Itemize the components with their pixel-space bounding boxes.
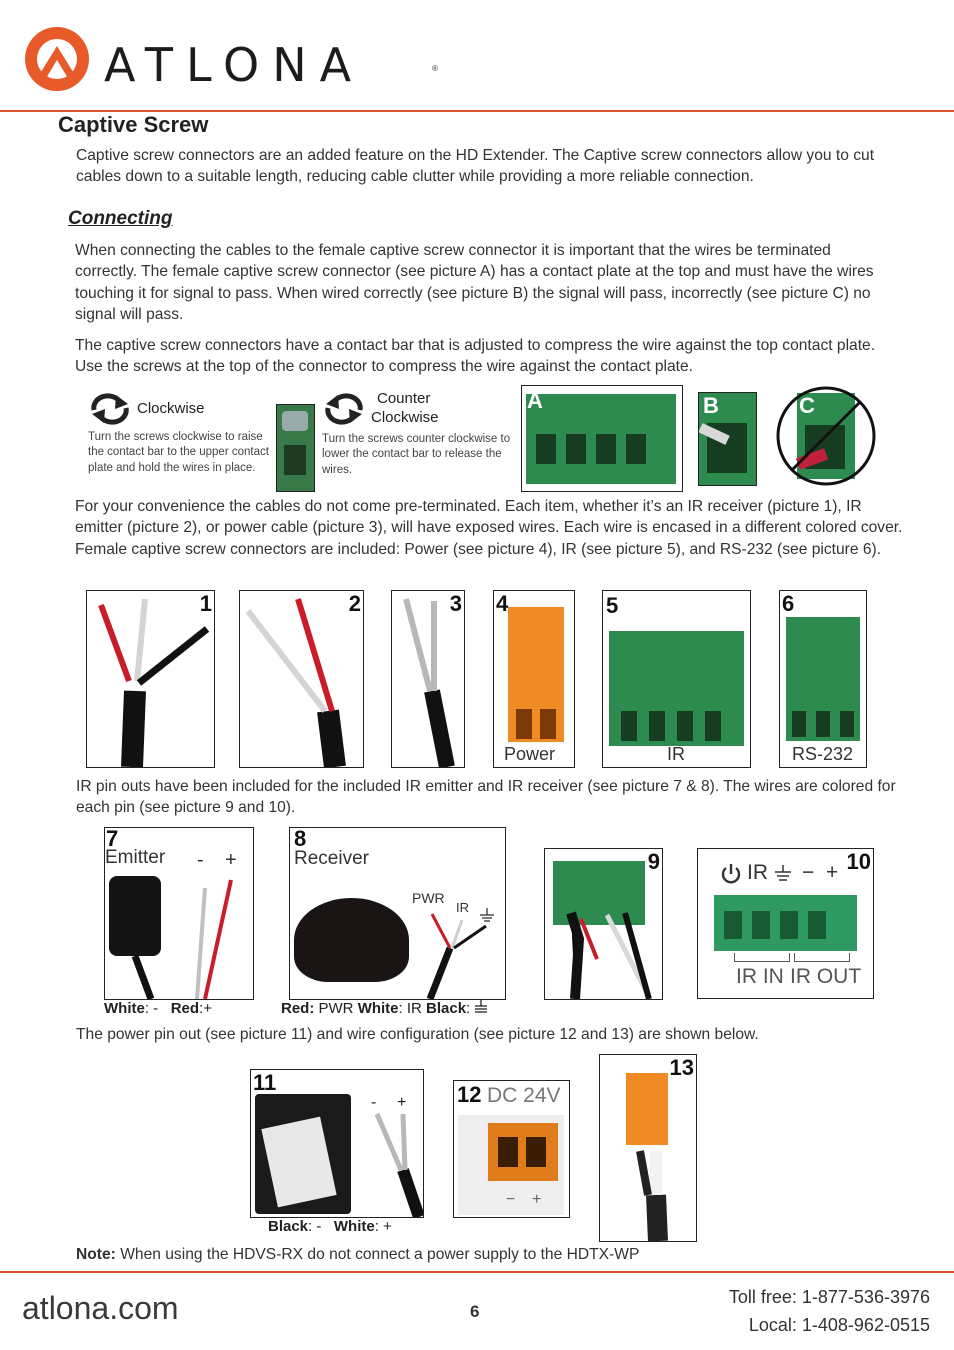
- picture-9-ir-wiring: [544, 848, 663, 1000]
- clockwise-arrows-icon: [88, 392, 132, 426]
- picture-c: [775, 385, 877, 487]
- picture-8-number: 8: [294, 827, 307, 851]
- dc-minus: −: [506, 1191, 516, 1208]
- side-connector-image: [276, 404, 315, 492]
- intro-paragraph: Captive screw connectors are an added feature on the HD Extender. The Captive screw connectors allow you to cut cables down to a suitable length, reducing cable clutter while providing a more reliable connection.: [76, 147, 875, 186]
- power-icon: [720, 863, 742, 885]
- pinout-paragraph: IR pin outs have been included for the included IR emitter and IR receiver (see picture 7 & 8). The wires are colored for each pin (see picture 9 and 10).: [76, 778, 896, 817]
- ir-out-label: IR OUT: [790, 965, 862, 988]
- picture-8-caption: Red: PWR White: IR Black:: [281, 1000, 488, 1017]
- receiver-ir-label: IR: [456, 900, 469, 915]
- picture-7-number: 7: [106, 827, 119, 851]
- footer-rule: [0, 1271, 954, 1273]
- page-title: Captive Screw: [58, 112, 209, 137]
- section-heading: Connecting: [68, 208, 173, 229]
- picture-b-label: B: [703, 393, 719, 418]
- page-number: 6: [470, 1302, 480, 1321]
- picture-5-ir-connector: [602, 590, 751, 768]
- counter-clockwise-arrows-icon: [322, 392, 366, 426]
- picture-9-number: 9: [647, 849, 660, 874]
- pinout-ground-icon: [774, 865, 792, 883]
- note-text: When using the HDVS-RX do not connect a power supply to the HDTX-WP: [115, 1246, 640, 1263]
- connecting-paragraph-2: The captive screw connectors have a contact bar that is adjusted to compress the wire against the top contact plate. Use the screws at the top of the connector to compress the wire against the contact plate.: [75, 337, 876, 376]
- footer-local: Local: 1-408-962-0515: [748, 1315, 930, 1335]
- picture-3-number: 3: [449, 591, 462, 616]
- picture-a-label: A: [527, 388, 543, 413]
- picture-b: [698, 392, 757, 486]
- note: [76, 1246, 639, 1264]
- footer-website: atlona.com: [22, 1290, 179, 1326]
- picture-5-number: 5: [606, 593, 619, 618]
- power-connector-caption: Power: [504, 744, 556, 764]
- picture-a: [521, 385, 683, 492]
- psu-minus: -: [371, 1094, 377, 1111]
- picture-13-number: 13: [669, 1055, 694, 1080]
- picture-1-ir-receiver: [86, 590, 215, 768]
- pinout-minus-label: −: [802, 861, 815, 884]
- picture-11-number: 11: [253, 1070, 277, 1095]
- picture-8-receiver: [289, 827, 506, 1000]
- counter-clockwise-description: Turn the screws counter clockwise to lower the contact bar to release the wires.: [322, 433, 511, 476]
- picture-4-number: 4: [496, 591, 509, 616]
- power-paragraph: The power pin out (see picture 11) and wire configuration (see picture 12 and 13) are shown below.: [76, 1026, 759, 1043]
- pinout-ir-label: IR: [747, 861, 768, 884]
- picture-3-power-cable: [391, 590, 465, 768]
- ir-connector-caption: IR: [667, 744, 685, 764]
- picture-11-caption: Black: - White: +: [268, 1218, 392, 1235]
- picture-6-rs232-connector: [779, 590, 867, 768]
- footer-tollfree: Toll free: 1-877-536-3976: [728, 1287, 930, 1307]
- psu-plus: +: [397, 1094, 407, 1111]
- picture-12-dc-connector: [453, 1080, 570, 1218]
- counter-clockwise-label-1: Counter: [377, 390, 431, 407]
- picture-2-ir-emitter: [239, 590, 364, 768]
- picture-10-ir-pinout: [697, 848, 874, 999]
- emitter-label: Emitter: [105, 847, 166, 868]
- picture-7-emitter: [104, 827, 254, 1000]
- emitter-minus: -: [197, 849, 204, 871]
- picture-2-number: 2: [348, 591, 361, 616]
- picture-7-caption: White: - Red:+: [104, 1000, 212, 1017]
- receiver-pwr-label: PWR: [412, 890, 445, 906]
- clockwise-label: Clockwise: [137, 400, 205, 417]
- picture-13-power-wiring: [599, 1054, 697, 1242]
- atlona-logo-icon: [22, 24, 92, 94]
- picture-11-power-supply: [250, 1069, 424, 1218]
- clockwise-description: Turn the screws clockwise to raise the contact bar to the upper contact plate and hold the wires in place.: [88, 431, 269, 474]
- emitter-plus: +: [225, 849, 237, 871]
- note-label: Note:: [76, 1246, 116, 1263]
- cables-paragraph: For your convenience the cables do not come pre-terminated. Each item, whether it’s an IR receiver (picture 1), IR emitter (picture 2), or power cable (picture 3), will have exposed wires. Each wire is encased in a different colored cover. Female captive screw connectors are included: Power (see picture 4), IR (see picture 5), and RS-232 (see picture 6).: [75, 498, 903, 558]
- prohibited-icon: [775, 385, 877, 487]
- dc-plus: +: [532, 1191, 542, 1208]
- receiver-label: Receiver: [294, 848, 369, 869]
- picture-10-number: 10: [846, 849, 871, 874]
- picture-4-power-connector: [493, 590, 575, 768]
- rs232-connector-caption: RS-232: [792, 744, 854, 764]
- picture-1-number: 1: [199, 591, 212, 616]
- dc-voltage-label: DC 24V: [487, 1084, 561, 1107]
- ir-in-label: IR IN: [736, 965, 784, 988]
- connecting-paragraph-1: When connecting the cables to the female captive screw connector it is important that the wires be terminated correctly. The female captive screw connector (see picture A) has a contact plate at the top and must have the wires touching it for signal to pass. When wired correctly (see picture B) the signal will pass, incorrectly (see picture C) no signal will pass.: [75, 242, 874, 324]
- counter-clockwise-label-2: Clockwise: [371, 409, 439, 426]
- caption-ground-icon: [474, 1000, 488, 1014]
- picture-c-label: C: [799, 393, 815, 418]
- picture-6-number: 6: [782, 591, 795, 616]
- pinout-plus-label: +: [826, 861, 839, 884]
- picture-12-number: 12: [457, 1082, 482, 1107]
- logo-wordmark: ATLONA: [104, 38, 365, 92]
- registered-mark: ®: [432, 64, 438, 73]
